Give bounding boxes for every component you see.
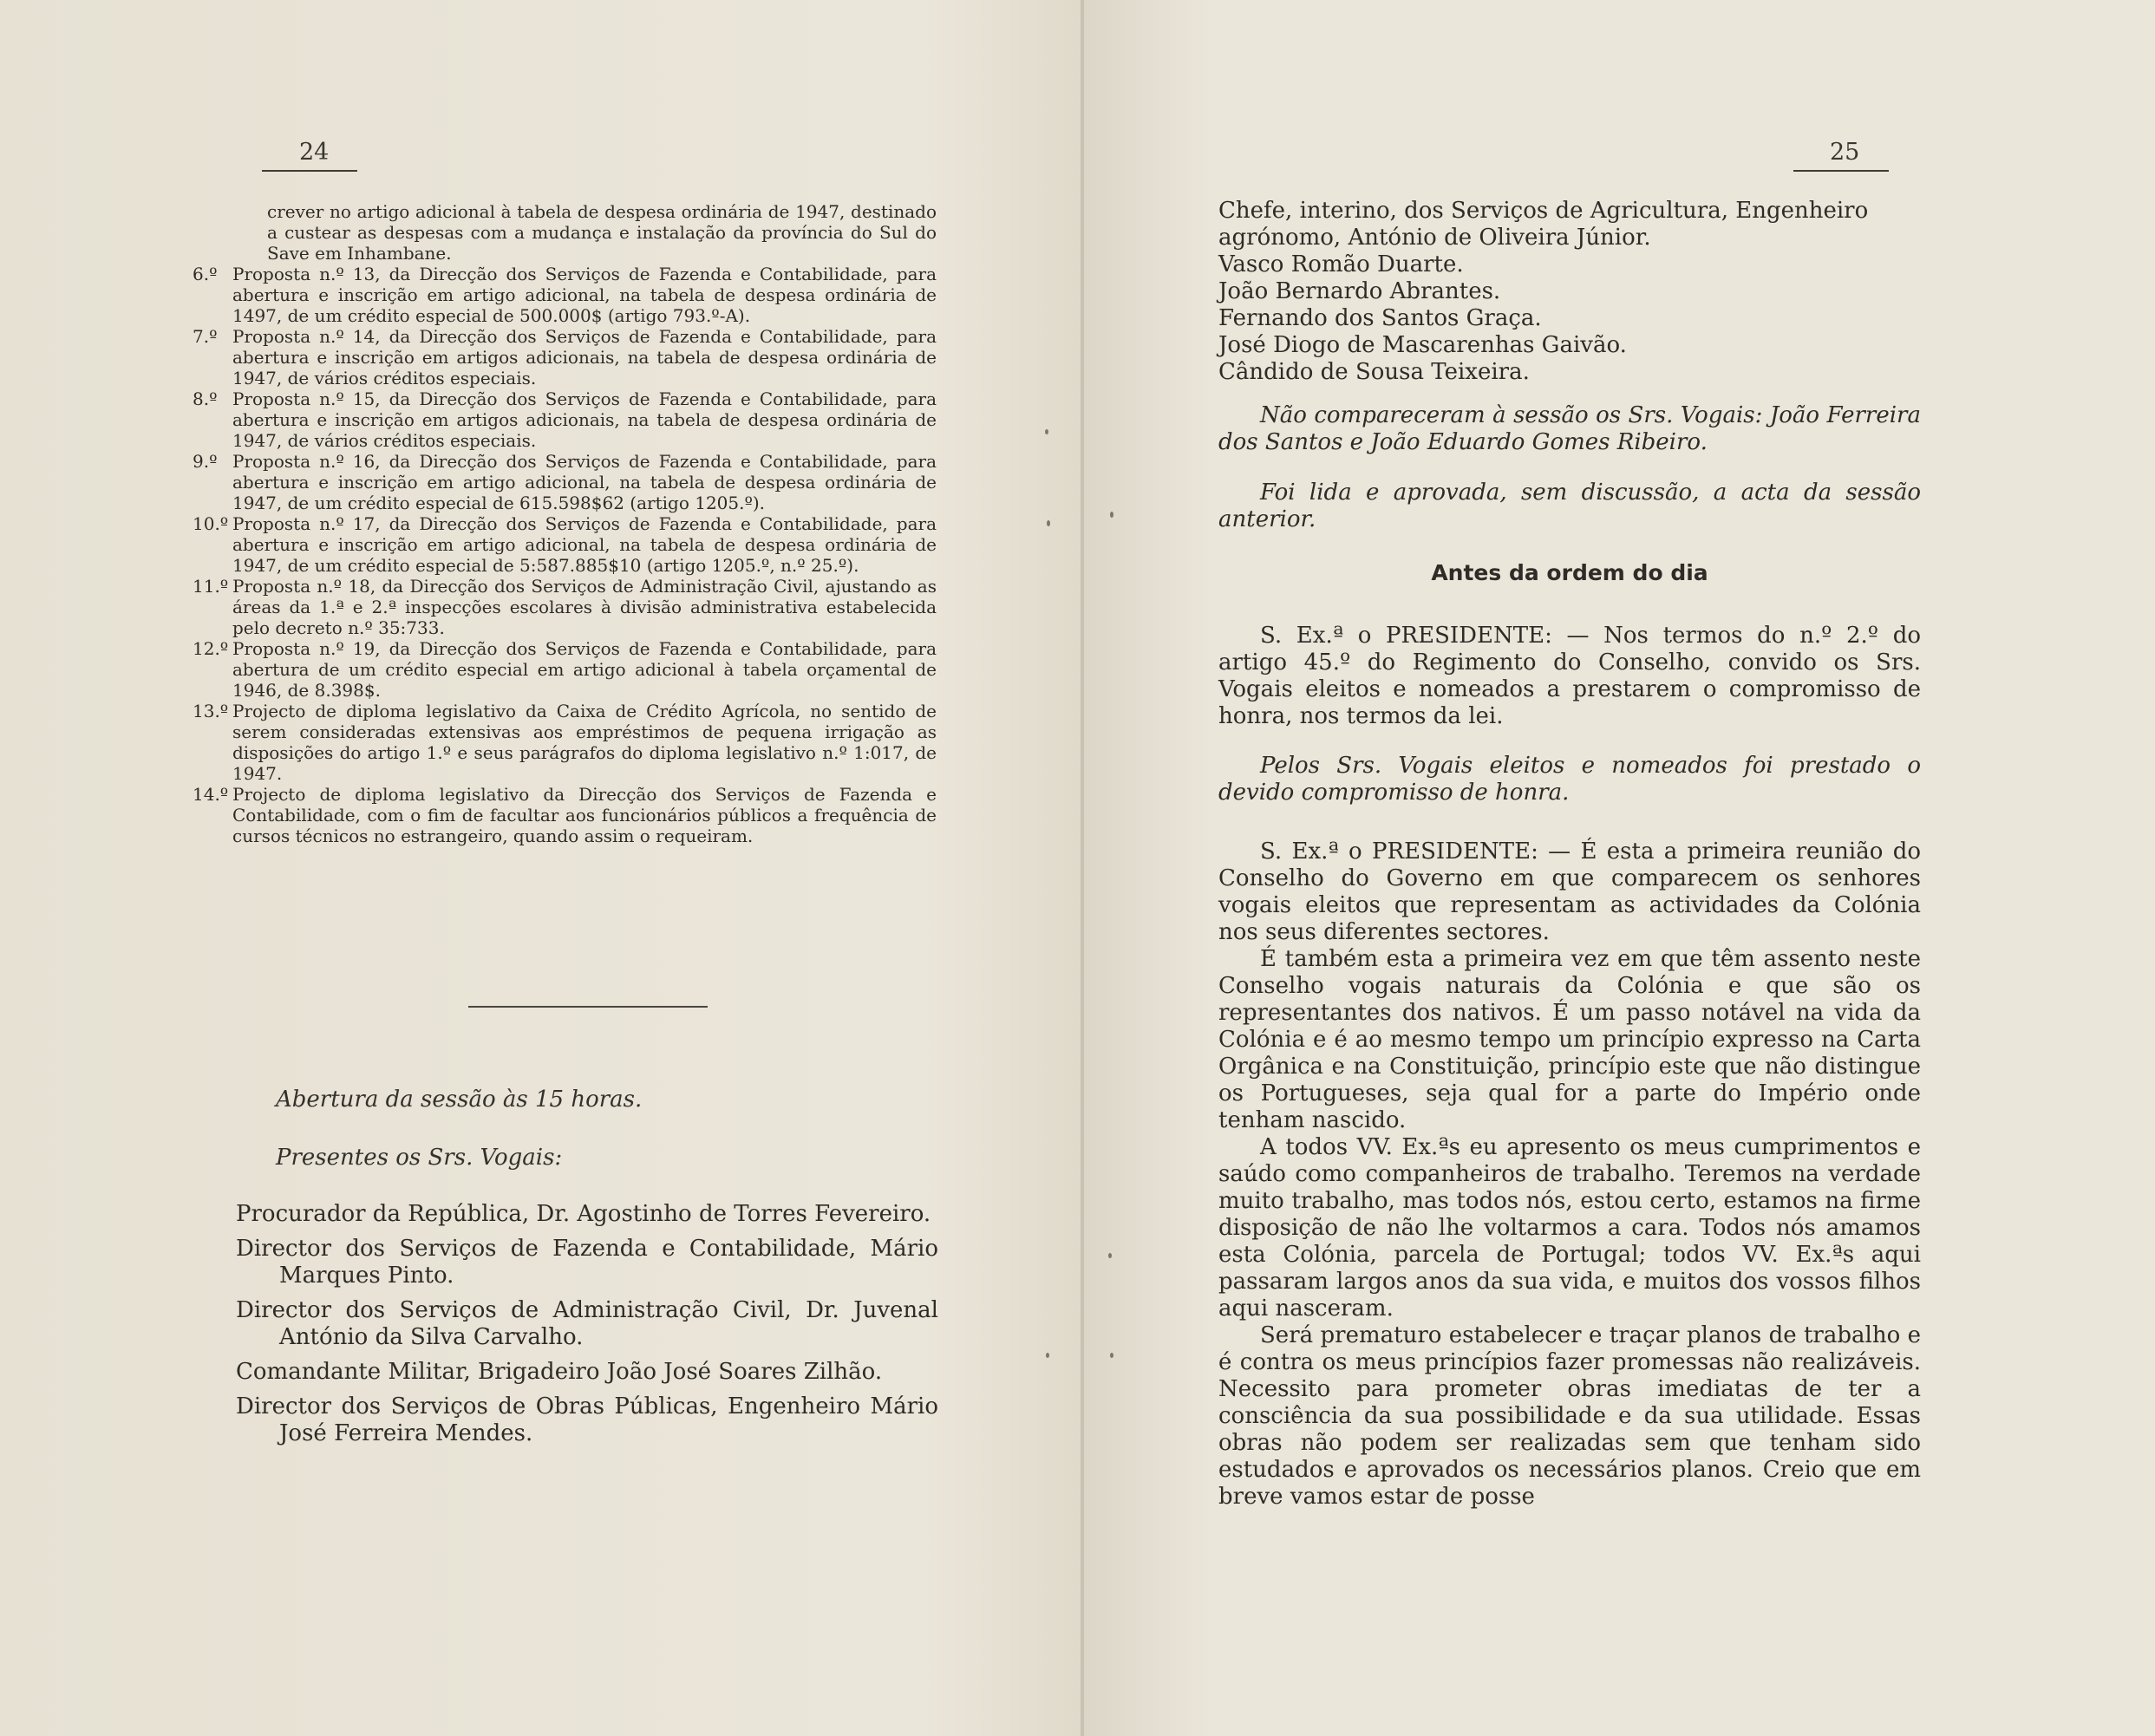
proposal-text: Proposta n.º 17, da Direcção dos Serviços de Fazenda e Contabilidade, para abertura e inscrição em artigo adicional, na tabela de despesa ordinária de 1947, de um crédito especial de 5:587.885$10 (artigo 1205.º, n.º 25.º). xyxy=(232,513,937,576)
proposal-item xyxy=(193,513,937,576)
proposal-number: 13.º xyxy=(193,701,229,721)
proposal-number: 7.º xyxy=(193,326,218,347)
attendee-list xyxy=(236,1201,938,1455)
proposal-item xyxy=(227,201,937,264)
page-number-rule-left xyxy=(262,170,357,172)
page-number-rule-right xyxy=(1793,170,1889,172)
attendee-entry: Cândido de Sousa Teixeira. xyxy=(1218,359,1530,385)
attendee-entry: João Bernardo Abrantes. xyxy=(1218,278,1501,304)
attendee-entry: Procurador da República, Dr. Agostinho de Torres Fevereiro. xyxy=(236,1201,931,1227)
attendee-entry: Director dos Serviços de Fazenda e Contabilidade, Mário Marques Pinto. xyxy=(236,1236,938,1289)
paper-speck xyxy=(1110,512,1113,518)
proposal-number: 14.º xyxy=(193,784,229,805)
speech-paragraph: É também esta a primeira vez em que têm assento neste Conselho vogais naturais da Colónia e que são os representantes dos nativos. É um passo notável na vida da Colónia e é ao mesmo tempo um princípio expresso na Carta Orgânica e na Constituição, princípio este que não distingue os Portugueses, seja qual for a parte do Império onde tenham nascido. xyxy=(1218,946,1921,1133)
proposal-text: crever no artigo adicional à tabela de despesa ordinária de 1947, destinado a custear as despesas com a mudança e instalação da província do Sul do Save em Inhambane. xyxy=(267,201,937,264)
proposal-number: 9.º xyxy=(193,451,218,472)
proposal-item xyxy=(193,264,937,326)
proposal-item xyxy=(193,451,937,513)
paper-speck xyxy=(1110,1353,1113,1358)
section-divider xyxy=(468,1006,708,1008)
attendee-entry: Comandante Militar, Brigadeiro João José Soares Zilhão. xyxy=(236,1359,883,1385)
attendee-entry: Director dos Serviços de Administração Civil, Dr. Juvenal António da Silva Carvalho. xyxy=(236,1297,938,1350)
minutes-note: Foi lida e aprovada, sem discussão, a acta da sessão anterior. xyxy=(1218,480,1921,532)
paper-speck xyxy=(1046,1353,1049,1358)
proposal-text: Proposta n.º 16, da Direcção dos Serviços de Fazenda e Contabilidade, para abertura e inscrição em artigo adicional, na tabela de despesa ordinária de 1947, de um crédito especial de 615.598$62 (artigo 1205.º). xyxy=(232,451,937,513)
proposal-text: Proposta n.º 14, da Direcção dos Serviços de Fazenda e Contabilidade, para abertura e inscrição em artigos adicionais, na tabela de despesa ordinária de 1947, de vários créditos especiais. xyxy=(232,326,937,388)
attendee-entry: José Diogo de Mascarenhas Gaivão. xyxy=(1218,332,1627,358)
proposal-number: 10.º xyxy=(193,513,229,534)
proposal-item xyxy=(193,638,937,701)
attendee-entry: Chefe, interino, dos Serviços de Agricultura, Engenheiro agrónomo, António de Oliveira Júnior. xyxy=(1218,198,1869,251)
proposal-text: Projecto de diploma legislativo da Caixa de Crédito Agrícola, no sentido de serem consideradas extensivas aos empréstimos de pequena irrigação as disposições do artigo 1.º e seus parágrafos do diploma legislativo n.º 1:017, de 1947. xyxy=(232,701,937,784)
proposal-text: Proposta n.º 13, da Direcção dos Serviços de Fazenda e Contabilidade, para abertura e inscrição em artigo adicional, na tabela de despesa ordinária de 1497, de um crédito especial de 500.000$ (artigo 793.º-A). xyxy=(232,264,937,326)
speech-paragraph: Será prematuro estabelecer e traçar planos de trabalho e é contra os meus princípios fazer promessas não realizáveis. Necessito para prometer obras imediatas de ter a consciência da sua possibilidade e da sua utilidade. Essas obras não podem ser realizadas sem que tenham sido estudados e aprovados os necessários planos. Creio que em breve vamos estar de posse xyxy=(1218,1322,1921,1510)
proposal-item xyxy=(193,388,937,451)
paper-speck xyxy=(1047,520,1050,526)
proposal-text: Projecto de diploma legislativo da Direcção dos Serviços de Fazenda e Contabilidade, com o fim de facultar aos funcionários públicos a frequência de cursos técnicos no estrangeiro, quando assim o requeiram. xyxy=(232,784,937,846)
proposal-number: 8.º xyxy=(193,388,218,409)
paper-speck xyxy=(1108,1253,1112,1258)
attendee-list-continued xyxy=(1218,198,1921,386)
proposal-list xyxy=(193,201,937,846)
attendee-entry: Fernando dos Santos Graça. xyxy=(1218,305,1542,331)
page-number-right: 25 xyxy=(1830,139,1860,166)
proposal-item xyxy=(193,576,937,638)
present-heading: Presentes os Srs. Vogais: xyxy=(276,1145,563,1171)
president-speech-1: S. Ex.ª o PRESIDENTE: — Nos termos do n.º 2.º do artigo 45.º do Regimento do Conselho, convido os Srs. Vogais eleitos e nomeados a prestarem o compromisso de honra, nos termos da lei. xyxy=(1218,623,1921,729)
speech-paragraph: A todos VV. Ex.ªs eu apresento os meus cumprimentos e saúdo como companheiros de trabalho. Teremos na verdade muito trabalho, mas todos nós, estou certo, estamos na firme disposição de não lhe voltarmos a cara. Todos nós amamos esta Colónia, parcela de Portugal; todos VV. Ex.ªs aqui passaram largos anos da sua vida, e muitos dos vossos filhos aqui nasceram. xyxy=(1218,1134,1921,1322)
session-opening: Abertura da sessão às 15 horas. xyxy=(276,1087,643,1113)
oath-note: Pelos Srs. Vogais eleitos e nomeados foi prestado o devido compromisso de honra. xyxy=(1218,753,1921,806)
proposal-number: 11.º xyxy=(193,576,229,597)
section-heading: Antes da ordem do dia xyxy=(1431,560,1708,585)
proposal-item xyxy=(193,701,937,784)
proposal-number: 6.º xyxy=(193,264,218,284)
proposal-item xyxy=(193,326,937,388)
proposal-item xyxy=(193,784,937,846)
president-speech-2 xyxy=(1218,839,1921,1511)
attendee-entry: Director dos Serviços de Obras Públicas, Engenheiro Mário José Ferreira Mendes. xyxy=(236,1393,938,1446)
attendee-entry: Vasco Romão Duarte. xyxy=(1218,251,1464,277)
proposal-text: Proposta n.º 15, da Direcção dos Serviços de Fazenda e Contabilidade, para abertura e inscrição em artigos adicionais, na tabela de despesa ordinária de 1947, de vários créditos especiais. xyxy=(232,388,937,451)
proposal-number: 12.º xyxy=(193,638,229,659)
speech-paragraph: S. Ex.ª o PRESIDENTE: — É esta a primeira reunião do Conselho do Governo em que comparecem os senhores vogais eleitos que representam as actividades da Colónia nos seus diferentes sectores. xyxy=(1218,839,1921,945)
page-number-left: 24 xyxy=(299,139,330,166)
absent-note: Não compareceram à sessão os Srs. Vogais: João Ferreira dos Santos e João Eduardo Gomes Ribeiro. xyxy=(1218,402,1921,455)
proposal-text: Proposta n.º 18, da Direcção dos Serviços de Administração Civil, ajustando as áreas da 1.ª e 2.ª inspecções escolares à divisão administrativa estabelecida pelo decreto n.º 35:733. xyxy=(232,576,937,638)
proposal-text: Proposta n.º 19, da Direcção dos Serviços de Fazenda e Contabilidade, para abertura de um crédito especial em artigo adicional à tabela orçamental de 1946, de 8.398$. xyxy=(232,638,937,701)
paper-speck xyxy=(1045,429,1048,434)
